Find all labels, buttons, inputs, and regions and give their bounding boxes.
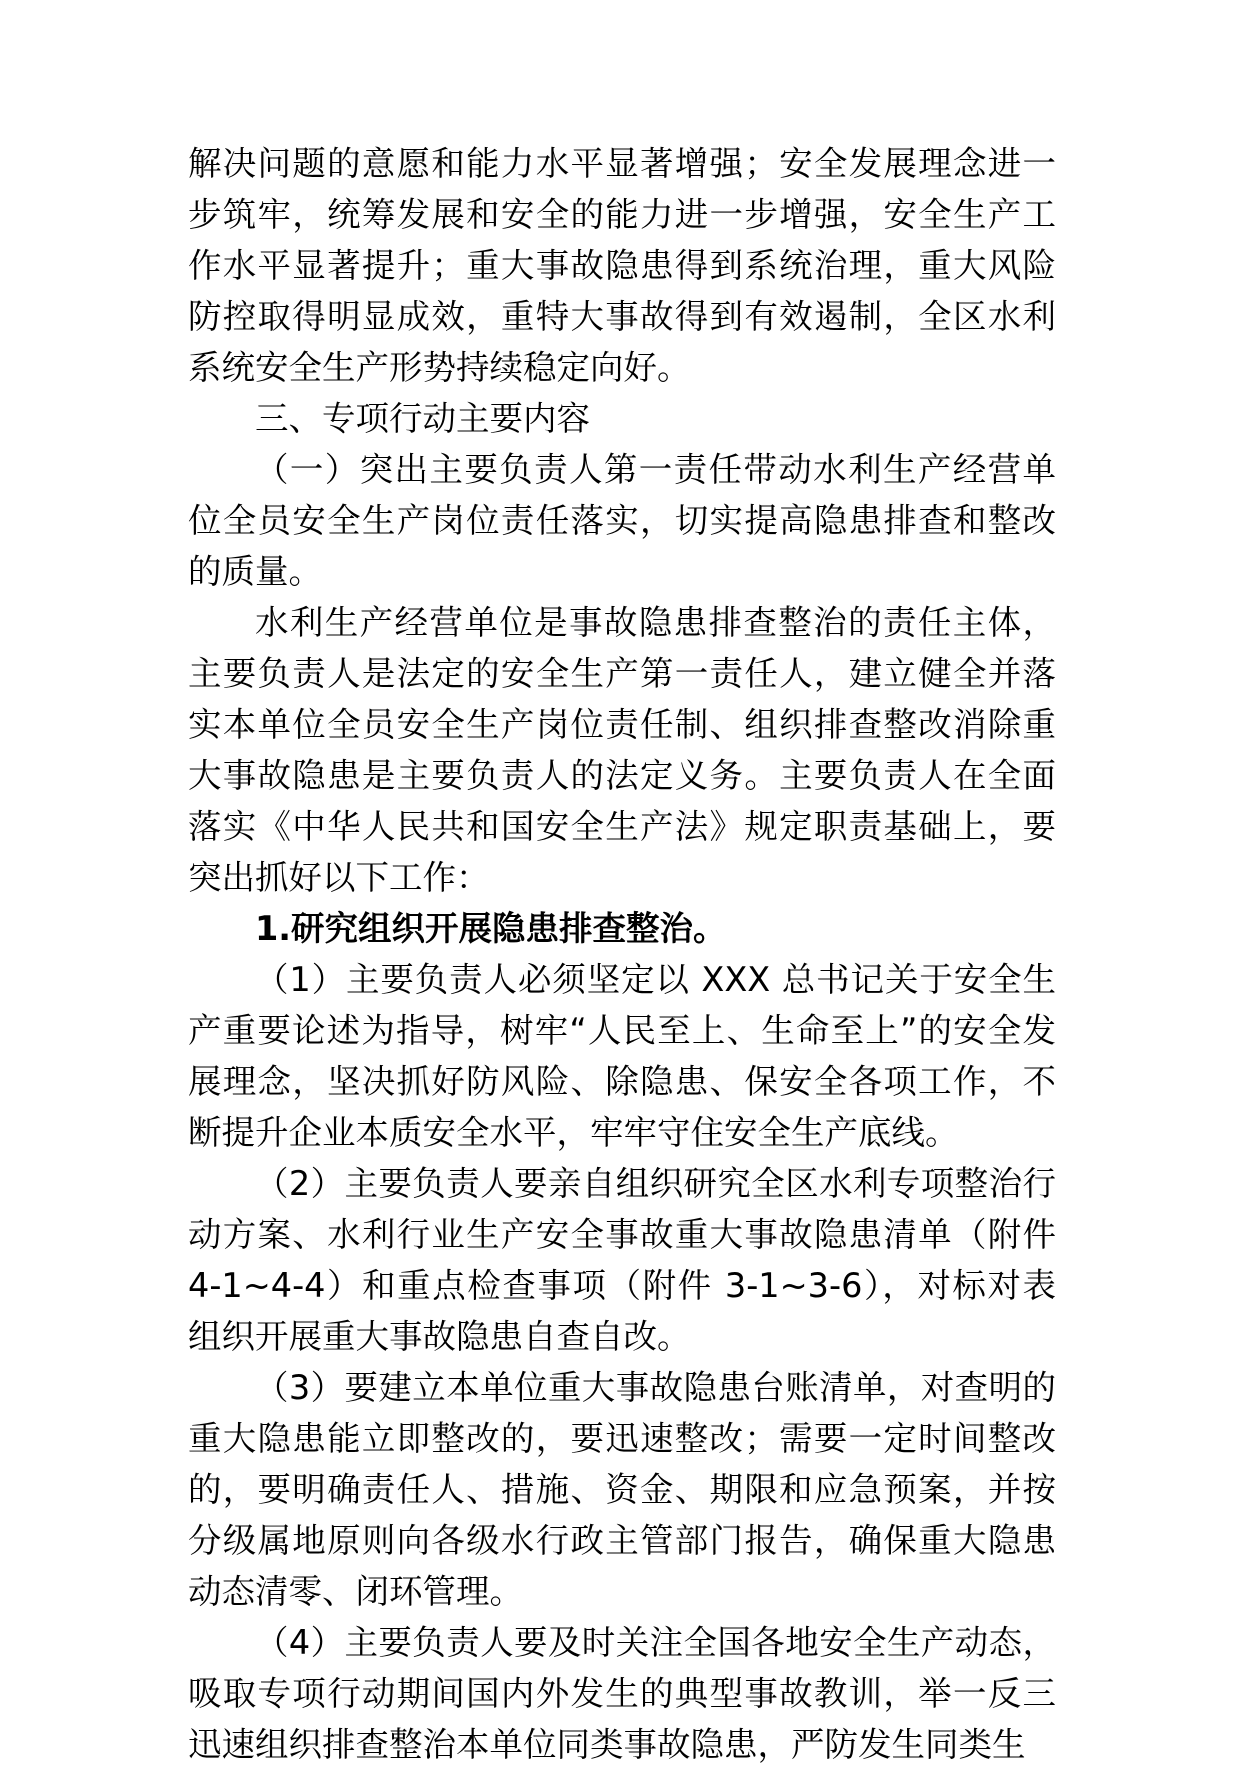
list-item-3: （3）要建立本单位重大事故隐患台账清单，对查明的重大隐患能立即整改的，要迅速整改；需要一定时间整改的，要明确责任人、措施、资金、期限和应急预案，并按分级属地原则向各级水行政主管部门报告，确保重大隐患动态清零、闭环管理。 — [188, 1368, 1056, 1611]
document-page — [188, 138, 1056, 1770]
list-item-1: （1）主要负责人必须坚定以 XXX 总书记关于安全生产重要论述为指导，树牢“人民至上、生命至上”的安全发展理念，坚决抓好防风险、除隐患、保安全各项工作，不断提升企业本质安全水平，牢牢守住安全生产底线。 — [188, 960, 1056, 1152]
item-heading-1: 1.研究组织开展隐患排查整治。 — [255, 909, 727, 948]
paragraph-responsibility: 水利生产经营单位是事故隐患排查整治的责任主体，主要负责人是法定的安全生产第一责任人，建立健全并落实本单位全员安全生产岗位责任制、组织排查整改消除重大事故隐患是主要负责人的法定义务。主要负责人在全面落实《中华人民共和国安全生产法》规定职责基础上，要突出抓好以下工作： — [188, 603, 1056, 897]
subsection-heading-1: （一）突出主要负责人第一责任带动水利生产经营单位全员安全生产岗位责任落实，切实提高隐患排查和整改的质量。 — [188, 450, 1056, 591]
list-item-2: （2）主要负责人要亲自组织研究全区水利专项整治行动方案、水利行业生产安全事故重大事故隐患清单（附件 4-1~4-4）和重点检查事项（附件 3-1~3-6），对标对表组织开展重大事故隐患自查自改。 — [188, 1164, 1056, 1356]
paragraph-continuation: 解决问题的意愿和能力水平显著增强；安全发展理念进一步筑牢，统筹发展和安全的能力进一步增强，安全生产工作水平显著提升；重大事故隐患得到系统治理，重大风险防控取得明显成效，重特大事故得到有效遏制，全区水利系统安全生产形势持续稳定向好。 — [188, 144, 1056, 387]
section-heading-3: 三、专项行动主要内容 — [255, 399, 590, 438]
list-item-4: （4）主要负责人要及时关注全国各地安全生产动态，吸取专项行动期间国内外发生的典型事故教训，举一反三迅速组织排查整治本单位同类事故隐患，严防发生同类生 — [188, 1623, 1056, 1764]
